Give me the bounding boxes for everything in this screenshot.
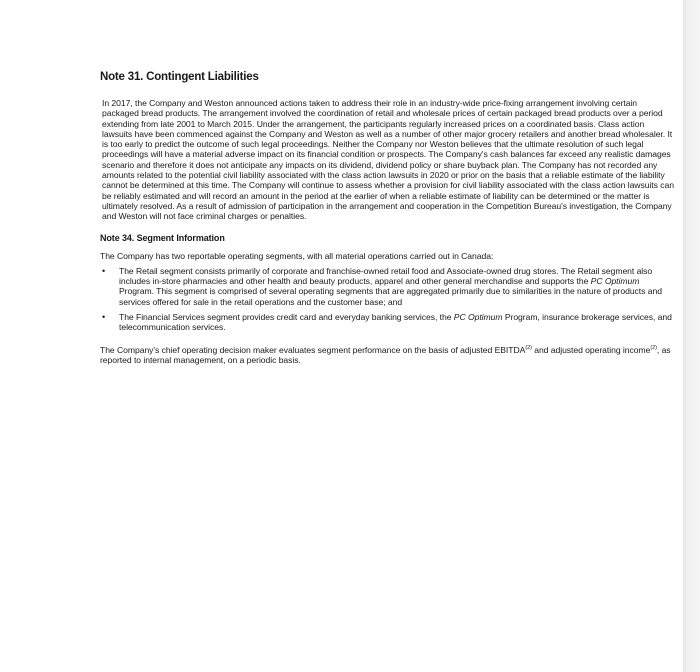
closing-text-cont: and adjusted operating income <box>531 344 651 355</box>
note-34-closing <box>100 345 674 366</box>
bullet-icon: • <box>102 312 106 323</box>
segment-retail-text: The Retail segment consists primarily of corporate and franchise-owned retail food and Associate-owned drug stores. The Retail segment also includes in-store pharmacies and other health and beauty products, apparel and other general merchandise and supports the <box>119 265 653 287</box>
closing-text: The Company's chief operating decision maker evaluates segment performance on the basis of adjusted EBITDA <box>100 344 526 355</box>
note-34-title: Note 34. Segment Information <box>100 232 225 243</box>
footnote-ref: (2) <box>650 344 657 351</box>
segment-fs-emph: PC Optimum <box>453 312 503 323</box>
note-34-intro: The Company has two reportable operating segments, with all material operations carried out in Canada: <box>100 250 494 261</box>
segment-financial-services <box>100 312 674 333</box>
segment-fs-text-cont: Program, insurance brokerage services, and telecommunication services. <box>119 312 672 333</box>
note-31-body: In 2017, the Company and Weston announced actions taken to address their role in an industry-wide price-fixing arrangement involving certain packaged bread products. The arrangement involved the coordination of retail and wholesale prices of certain packaged bread products over a period extending from late 2001 to March 2015. Under the arrangement, the participants regularly increased prices on a coordinated basis. Class action lawsuits have been commenced against the Company and Weston as well as a number of other major grocery retailers and another bread wholesaler. It is too early to predict the outcome of such legal proceedings. Neither the Company nor Weston believes that the ultimate resolution of such legal proceedings will have a material adverse impact on its financial condition or prospects. The Company's cash balances far exceed any realistic damages scenario and therefore it does not anticipate any impacts on its dividend, dividend policy or share buyback plan. The Company has not recorded any amounts related to the potential civil liability associated with the class action lawsuits in 2020 or prior on the basis that a reliable estimate of the liability cannot be determined at this time. The Company will continue to assess whether a provision for civil liability associated with the class action lawsuits can be reliably estimated and will record an amount in the period at the earlier of when a reliable estimate of liability can be determined or the matter is ultimately resolved. As a result of admission of participation in the arrangement and cooperation in the Competition Bureau's investigation, the Company and Weston will not face criminal charges or penalties. <box>102 98 674 222</box>
segment-list <box>100 266 674 333</box>
segment-fs-text: The Financial Services segment provides credit card and everyday banking services, the <box>119 312 454 323</box>
segment-retail-text-cont: Program. This segment is comprised of several operating segments that are aggregated primarily due to similarities in the nature of products and services offered for sale in the retail operations and the customer base; and <box>119 286 662 307</box>
note-31-title: Note 31. Contingent Liabilities <box>100 71 259 83</box>
segment-retail-emph: PC Optimum <box>590 276 640 287</box>
footnote-ref: (2) <box>525 344 532 351</box>
closing-text-end: , as reported to internal management, on a periodic basis. <box>100 344 671 365</box>
document-content <box>100 70 674 365</box>
bullet-icon: • <box>102 265 106 276</box>
segment-retail <box>100 266 674 307</box>
page-edge-shadow <box>683 0 700 672</box>
